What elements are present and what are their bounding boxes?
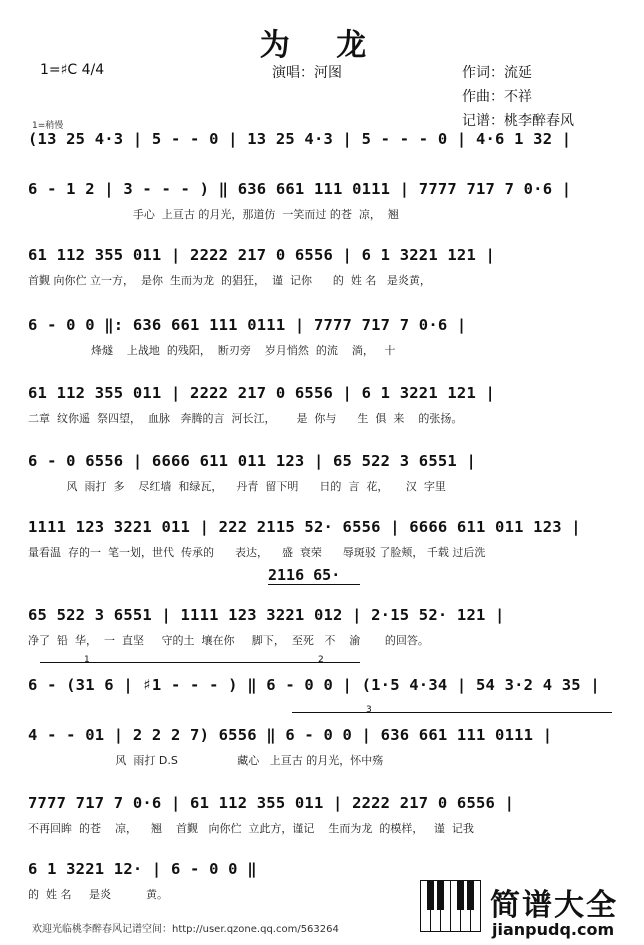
score-row-6 [28, 452, 624, 508]
score-row-2 [28, 180, 624, 236]
notes-line: 61 112 355 011 | 2222 217 0 6556 | 6 1 3221 121 | [28, 246, 496, 264]
alternate-ending-underline [268, 584, 360, 585]
lyrics-line: 手心 上亘古 的月光，那道仿 一笑而过 的苍 凉， 翘 [28, 208, 399, 221]
notes-line: (13 25 4·3 | 5 - - 0 | 13 25 4·3 | 5 - - - 0 | 4·6 1 32 | [28, 130, 572, 148]
notes-line: 7777 717 7 0·6 | 61 112 355 011 | 2222 217 0 6556 | [28, 794, 515, 812]
footer-text: 欢迎光临桃李醉春风记谱空间：http://user.qzone.qq.com/563264 [32, 924, 339, 935]
score-row-9 [28, 676, 624, 732]
lyrics-line: 的 姓 名 是炎 黄。 [28, 888, 168, 901]
notes-line: 6 1 3221 12· | 6 - 0 0 ‖ [28, 860, 257, 878]
volta-bracket-2 [250, 662, 360, 663]
notes-line: 1111 123 3221 011 | 222 2115 52· 6556 | 6666 611 011 123 | [28, 518, 581, 536]
score-row-3 [28, 246, 624, 302]
score-row-1 [28, 130, 624, 186]
piano-keys-icon [420, 880, 484, 932]
lyrics-line: 风 雨打 多 尽红墙 和绿瓦， 丹青 留下明 日的 言 花， 汉 字里 [28, 480, 446, 493]
notes-line: 6 - 0 0 ‖: 636 661 111 0111 | 7777 717 7 0·6 | [28, 316, 467, 334]
notes-line: 6 - 1 2 | 3 - - - ) ‖ 636 661 111 0111 | 7777 717 7 0·6 | [28, 180, 572, 198]
brand-name: 简谱大全 [490, 888, 618, 923]
transcriber-credit: 记谱：桃李醉春风 [462, 113, 574, 129]
volta-bracket-3 [292, 712, 612, 713]
notes-line: 65 522 3 6551 | 1111 123 3221 012 | 2·15 52· 121 | [28, 606, 505, 624]
lyrics-line: 二章 纹你遥 祭四望， 血脉 奔腾的言 河长江， 是 你与 生 俱 来 的张扬。 [28, 412, 463, 425]
lyricist-credit: 作词：流延 [462, 65, 532, 81]
singer-credit: 演唱：河图 [272, 65, 342, 81]
composer-credit: 作曲：不祥 [462, 89, 532, 105]
lyrics-line: 净了 铅 华， 一 直坚 守的土 壤在你 脚下， 至死 不 渝 的回答。 [28, 634, 429, 647]
notes-line: 61 112 355 011 | 2222 217 0 6556 | 6 1 3221 121 | [28, 384, 496, 402]
score-row-4 [28, 316, 624, 372]
volta-label-2: 2 [318, 655, 324, 665]
notes-line: 4 - - 01 | 2 2 2 7) 6556 ‖ 6 - 0 0 | 636 661 111 0111 | [28, 726, 553, 744]
lyrics-line: 风 雨打 D.S 藏心 上亘古 的月光，怀中殇 [28, 754, 384, 767]
lyrics-line: 首觐 向你伫 立一方， 是你 生而为龙 的猖狂， 谨 记你 的 姓 名 是炎黄， [28, 274, 431, 287]
score-row-11 [28, 794, 624, 850]
volta-label-1: 1 [84, 655, 90, 665]
song-title: 为 龙 [259, 28, 385, 63]
brand-logo [420, 872, 640, 942]
brand-url: jianpudq.com [492, 920, 615, 939]
lyrics-line: 烽燧 上战地 的残阳， 断刃旁 岁月悄然 的流 淌， 十 [28, 344, 396, 357]
score-row-8 [28, 606, 624, 662]
score-row-5 [28, 384, 624, 440]
lyrics-line: 量看温 存的一 笔一划，世代 传承的 表达， 盛 衰荣 辱斑驳 了脸颊， 千载 过后洗 [28, 546, 486, 559]
volta-label-3: 3 [366, 705, 372, 715]
notes-line: 6 - 0 6556 | 6666 611 011 123 | 65 522 3 6551 | [28, 452, 476, 470]
notes-line: 6 - (31 6 | ♯1 - - - ) ‖ 6 - 0 0 | (1·5 4·34 | 54 3·2 4 35 | [28, 676, 600, 694]
score-row-10 [28, 726, 624, 782]
key-signature: 1=♯C 4/4 [40, 62, 105, 78]
volta-bracket-1 [40, 662, 250, 663]
tempo-mark: 1=稍慢 [32, 121, 64, 131]
alternate-ending-notes: 2116 65· [268, 566, 341, 584]
lyrics-line: 不再回眸 的苍 凉， 翘 首觐 向你伫 立此方，谨记 生而为龙 的模样， 谨 记我 [28, 822, 474, 835]
